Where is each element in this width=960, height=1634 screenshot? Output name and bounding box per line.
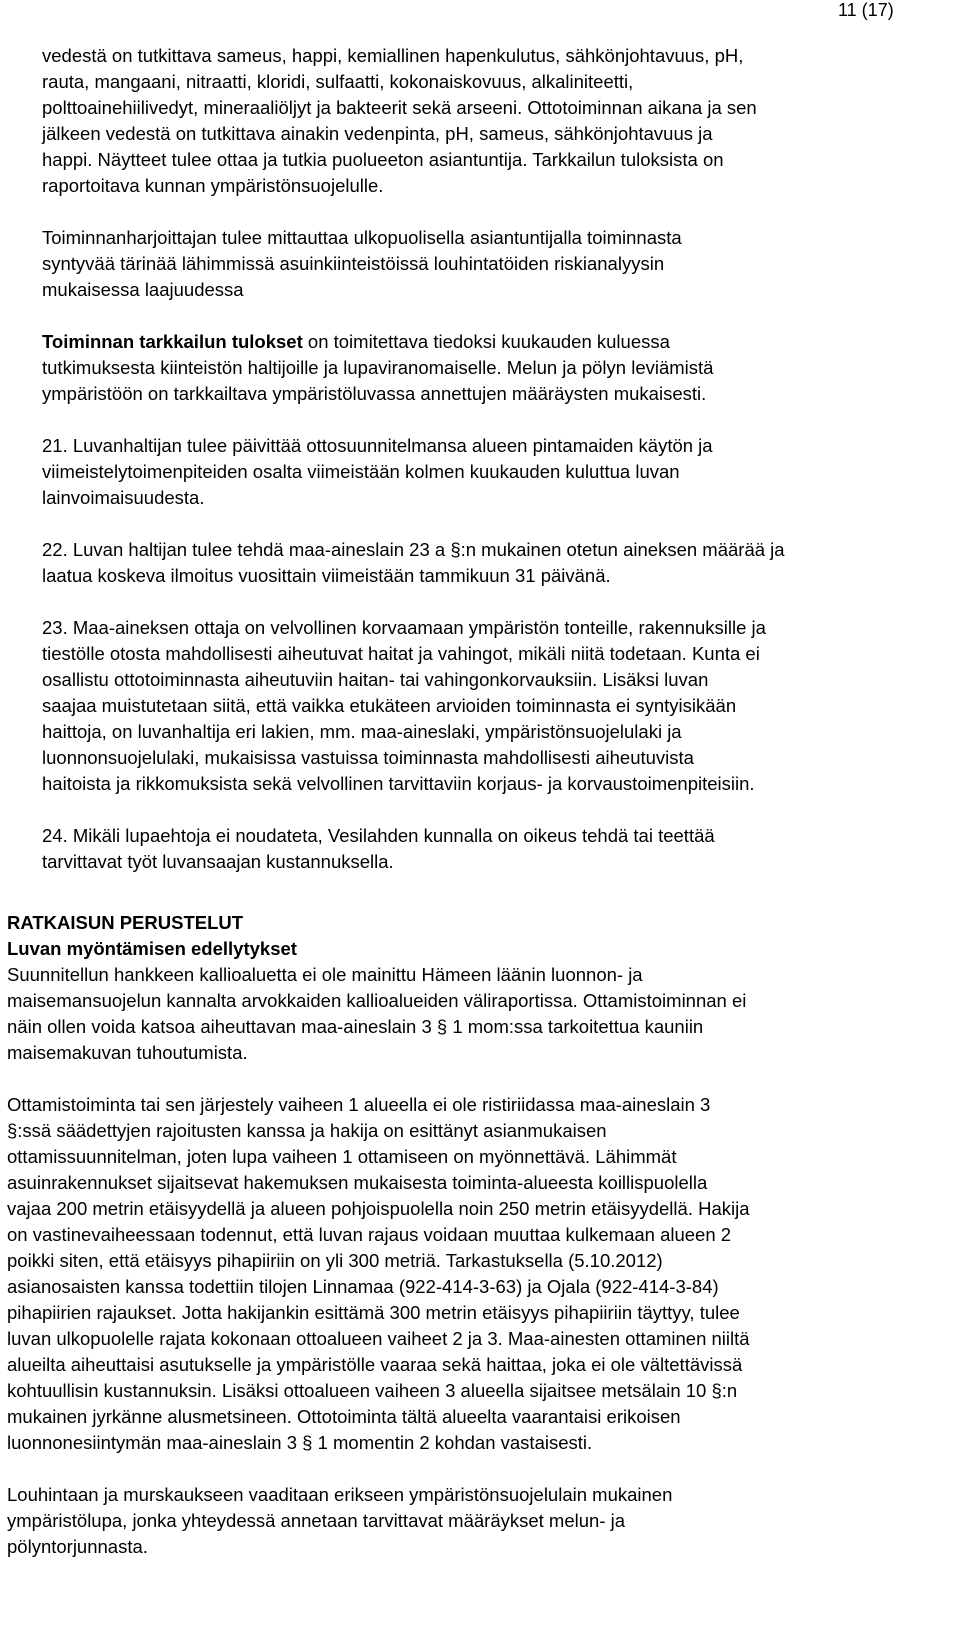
item-text: Maa-aineksen ottaja on velvollinen korvaamaan ympäristön tonteille, rakennuksille ja	[72, 617, 766, 638]
text-line: Suunnitellun hankkeen kallioaluetta ei ole mainittu Hämeen läänin luonnon- ja	[7, 964, 643, 985]
text-line: näin ollen voida katsoa aiheuttavan maa-aineslain 3 § 1 mom:ssa tarkoitettua kauniin	[7, 1016, 704, 1037]
text-line: pihapiirien rajaukset. Jotta hakijankin esittämä 300 metrin etäisyys pihapiiriin täyttyy, tulee	[7, 1302, 740, 1323]
text-line: syntyvää tärinää lähimmissä asuinkiinteistöissä louhintatöiden riskianalyysin	[42, 253, 665, 274]
text-line: asianosaisten kanssa todettiin tilojen Linnamaa (922-414-3-63) ja Ojala (922-414-3-84)	[7, 1276, 719, 1297]
text-line: lainvoimaisuudesta.	[42, 487, 205, 508]
text-line	[42, 537, 947, 563]
subsection-heading: Luvan myöntämisen edellytykset	[7, 938, 297, 959]
text-line: saajaa muistutetaan siitä, että vaikka etukäteen arvioiden toiminnasta ei syntyisikään	[42, 695, 737, 716]
text-line: vedestä on tutkittava sameus, happi, kemiallinen hapenkulutus, sähkönjohtavuus, pH,	[42, 45, 744, 66]
text-line: asuinrakennukset sijaitsevat hakemuksen mukaisesta toiminta-alueesta koillispuolella	[7, 1172, 708, 1193]
text-line: §:ssä säädettyjen rajoitusten kanssa ja hakija on esittänyt asianmukaisen	[7, 1120, 607, 1141]
text-line	[42, 823, 947, 849]
results-line-rest: on toimitettava tiedoksi kuukauden kuluessa	[302, 331, 670, 352]
text-line: luonnonsuojelulaki, mukaisissa vastuissa toiminnasta mahdollisesti aiheutuvista	[42, 747, 694, 768]
item-number: 21.	[42, 435, 68, 456]
text-line: luvan ulkopuolelle rajata kokonaan ottoalueen vaiheet 2 ja 3. Maa-ainesten ottaminen niiltä	[7, 1328, 750, 1349]
item-number: 24.	[42, 825, 68, 846]
item-text: Luvan haltijan tulee tehdä maa-aineslain 23 a §:n mukainen otetun aineksen määrää ja	[72, 539, 785, 560]
text-line: pölyntorjunnasta.	[7, 1536, 148, 1557]
text-line: maisemakuvan tuhoutumista.	[7, 1042, 248, 1063]
results-bold-lead: Toiminnan tarkkailun tulokset	[42, 331, 303, 352]
justification-paragraph-2	[7, 1092, 952, 1456]
item-text: Luvanhaltijan tulee päivittää ottosuunnitelmansa alueen pintamaiden käytön ja	[72, 435, 713, 456]
results-paragraph	[42, 329, 947, 407]
condition-item-24	[42, 823, 947, 875]
text-line: jälkeen vedestä on tutkittava ainakin vedenpinta, pH, sameus, sähkönjohtavuus ja	[42, 123, 713, 144]
text-line	[42, 433, 947, 459]
text-line: Louhintaan ja murskaukseen vaaditaan erikseen ympäristönsuojelulain mukainen	[7, 1484, 673, 1505]
text-line: alueilta aiheuttaisi asutukselle ja ympäristölle vaaraa sekä haittaa, joka ei ole vältettävissä	[7, 1354, 743, 1375]
text-line: vajaa 200 metrin etäisyydellä ja alueen pohjoispuolella noin 250 metrin etäisyydellä. Hakija	[7, 1198, 750, 1219]
section-heading: RATKAISUN PERUSTELUT	[7, 912, 244, 933]
text-line	[42, 615, 947, 641]
text-line: happi. Näytteet tulee ottaa ja tutkia puolueeton asiantuntija. Tarkkailun tuloksista on	[42, 149, 724, 170]
text-line: laatua koskeva ilmoitus vuosittain viimeistään tammikuun 31 päivänä.	[42, 565, 611, 586]
text-line: Ottamistoiminta tai sen järjestely vaiheen 1 alueella ei ole ristiriidassa maa-aineslain 3	[7, 1094, 711, 1115]
text-line: on vastinevaiheessaan todennut, että luvan rajaus voidaan muuttaa kulkemaan alueen 2	[7, 1224, 732, 1245]
condition-item-23	[42, 615, 947, 797]
text-line: mukaisessa laajuudessa	[42, 279, 244, 300]
justification-paragraph-1	[7, 962, 952, 1066]
condition-item-21	[42, 433, 947, 511]
conditions-section	[42, 43, 947, 875]
water-monitoring-paragraph	[42, 43, 947, 199]
item-number: 23.	[42, 617, 68, 638]
text-line: luonnonesiintymän maa-aineslain 3 § 1 momentin 2 kohdan vastaisesti.	[7, 1432, 593, 1453]
text-line: ympäristöön on tarkkailtava ympäristöluvassa annettujen määräysten mukaisesti.	[42, 383, 707, 404]
text-line: ympäristölupa, jonka yhteydessä annetaan tarvittavat määräykset melun- ja	[7, 1510, 626, 1531]
text-line: tutkimuksesta kiinteistön haltijoille ja lupaviranomaiselle. Melun ja pölyn leviämistä	[42, 357, 714, 378]
text-line: haittoja, on luvanhaltija eri lakien, mm. maa-aineslaki, ympäristönsuojelulaki ja	[42, 721, 682, 742]
item-text: Mikäli lupaehtoja ei noudateta, Vesilahden kunnalla on oikeus tehdä tai teettää	[72, 825, 715, 846]
text-line: mukainen jyrkänne alusmetsineen. Ottotoiminta tältä alueelta vaarantaisi erikoisen	[7, 1406, 681, 1427]
text-line: ottamissuunnitelman, joten lupa vaiheen 1 ottamiseen on myönnettävä. Lähimmät	[7, 1146, 677, 1167]
justification-section	[7, 910, 952, 1560]
vibration-paragraph	[42, 225, 947, 303]
text-line: tarvittavat työt luvansaajan kustannuksella.	[42, 851, 394, 872]
item-number: 22.	[42, 539, 68, 560]
text-line: kohtuullisin kustannuksin. Lisäksi ottoalueen vaiheen 3 alueella sijaitsee metsälain 10 §:n	[7, 1380, 738, 1401]
text-line: maisemansuojelun kannalta arvokkaiden kallioalueiden väliraportissa. Ottamistoiminnan ei	[7, 990, 747, 1011]
page-number: 11 (17)	[838, 0, 894, 20]
text-line: rauta, mangaani, nitraatti, kloridi, sulfaatti, kokonaiskovuus, alkaliniteetti,	[42, 71, 634, 92]
text-line: viimeistelytoimenpiteiden osalta viimeistään kolmen kuukauden kuluttua luvan	[42, 461, 680, 482]
condition-item-22	[42, 537, 947, 589]
justification-paragraph-3	[7, 1482, 952, 1560]
text-line: polttoainehiilivedyt, mineraaliöljyt ja bakteerit sekä arseeni. Ottotoiminnan aikana ja sen	[42, 97, 757, 118]
text-line: tiestölle otosta mahdollisesti aiheutuvat haitat ja vahingot, mikäli niitä todetaan. Kunta ei	[42, 643, 760, 664]
text-line: osallistu ottotoiminnasta aiheutuviin haitan- tai vahingonkorvauksiin. Lisäksi luvan	[42, 669, 709, 690]
text-line: poikki siten, että etäisyys pihapiiriin on yli 300 metriä. Tarkastuksella (5.10.2012)	[7, 1250, 663, 1271]
text-line: haitoista ja rikkomuksista sekä velvollinen tarvittaviin korjaus- ja korvaustoimenpiteisiin.	[42, 773, 755, 794]
text-line	[42, 329, 947, 355]
text-line: raportoitava kunnan ympäristönsuojelulle.	[42, 175, 384, 196]
text-line: Toiminnanharjoittajan tulee mittauttaa ulkopuolisella asiantuntijalla toiminnasta	[42, 227, 682, 248]
